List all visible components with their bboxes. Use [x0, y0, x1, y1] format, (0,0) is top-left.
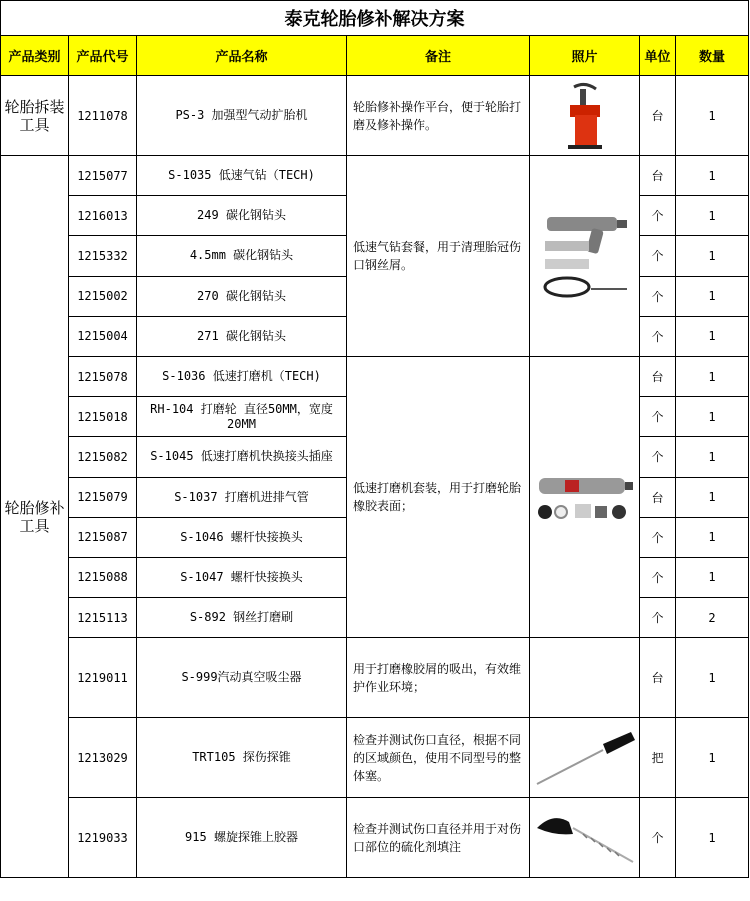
- unit-cell: 个: [640, 316, 676, 356]
- code-cell: 1215113: [69, 598, 137, 638]
- table-title: 泰克轮胎修补解决方案: [1, 1, 749, 36]
- unit-cell: 个: [640, 437, 676, 477]
- code-cell: 1215087: [69, 517, 137, 557]
- code-cell: 1215018: [69, 397, 137, 437]
- unit-cell: 个: [640, 517, 676, 557]
- code-cell: 1219033: [69, 798, 137, 878]
- name-cell: RH-104 打磨轮 直径50MM，宽度20MM: [137, 397, 347, 437]
- header-qty: 数量: [676, 36, 749, 76]
- spiral-probe-icon: [533, 806, 637, 870]
- category-cell: 轮胎拆装工具: [1, 76, 69, 156]
- note-cell: 用于打磨橡胶屑的吸出，有效维护作业环境；: [347, 638, 530, 718]
- qty-cell: 1: [676, 397, 749, 437]
- qty-cell: 1: [676, 557, 749, 597]
- note-cell: 低速打磨机套装，用于打磨轮胎橡胶表面；: [347, 356, 530, 637]
- unit-cell: 个: [640, 196, 676, 236]
- probe-awl-icon: [533, 726, 637, 790]
- code-cell: 1215004: [69, 316, 137, 356]
- code-cell: 1213029: [69, 718, 137, 798]
- unit-cell: 台: [640, 356, 676, 396]
- grinder-kit-icon: [535, 466, 635, 528]
- name-cell: S-892 钢丝打磨刷: [137, 598, 347, 638]
- unit-cell: 把: [640, 718, 676, 798]
- unit-cell: 个: [640, 598, 676, 638]
- header-code: 产品代号: [69, 36, 137, 76]
- qty-cell: 1: [676, 517, 749, 557]
- qty-cell: 1: [676, 356, 749, 396]
- unit-cell: 个: [640, 397, 676, 437]
- qty-cell: 1: [676, 437, 749, 477]
- name-cell: S-1036 低速打磨机（TECH): [137, 356, 347, 396]
- code-cell: 1215082: [69, 437, 137, 477]
- qty-cell: 1: [676, 316, 749, 356]
- qty-cell: 1: [676, 798, 749, 878]
- header-row: [1, 36, 749, 76]
- name-cell: TRT105 探伤探锥: [137, 718, 347, 798]
- header-note: 备注: [347, 36, 530, 76]
- qty-cell: 1: [676, 477, 749, 517]
- unit-cell: 个: [640, 236, 676, 276]
- unit-cell: 个: [640, 276, 676, 316]
- unit-cell: 台: [640, 156, 676, 196]
- tire-spreader-icon: [560, 81, 610, 151]
- code-cell: 1215002: [69, 276, 137, 316]
- qty-cell: 1: [676, 276, 749, 316]
- code-cell: 1215088: [69, 557, 137, 597]
- table-row: [1, 718, 749, 798]
- photo-cell: [530, 638, 640, 718]
- table-row: [1, 356, 749, 396]
- unit-cell: 个: [640, 557, 676, 597]
- qty-cell: 2: [676, 598, 749, 638]
- unit-cell: 台: [640, 638, 676, 718]
- unit-cell: 个: [640, 798, 676, 878]
- table-row: [1, 798, 749, 878]
- note-cell: 检查并测试伤口直径并用于对伤口部位的硫化剂填注: [347, 798, 530, 878]
- code-cell: 1215079: [69, 477, 137, 517]
- qty-cell: 1: [676, 638, 749, 718]
- category-cell: 轮胎修补工具: [1, 156, 69, 878]
- table-row: [1, 156, 749, 196]
- name-cell: S-1046 螺杆快接换头: [137, 517, 347, 557]
- name-cell: S-1037 打磨机进排气管: [137, 477, 347, 517]
- note-cell: 轮胎修补操作平台，便于轮胎打磨及修补操作。: [347, 76, 530, 156]
- name-cell: 270 碳化钢钻头: [137, 276, 347, 316]
- note-cell: 低速气钻套餐，用于清理胎冠伤口钢丝屑。: [347, 156, 530, 357]
- qty-cell: 1: [676, 156, 749, 196]
- note-cell: 检查并测试伤口直径，根据不同的区域颜色，使用不同型号的整体塞。: [347, 718, 530, 798]
- photo-cell: [530, 718, 640, 798]
- qty-cell: 1: [676, 718, 749, 798]
- photo-cell: [530, 798, 640, 878]
- air-drill-kit-icon: [539, 211, 631, 301]
- code-cell: 1216013: [69, 196, 137, 236]
- header-photo: 照片: [530, 36, 640, 76]
- name-cell: 271 碳化钢钻头: [137, 316, 347, 356]
- qty-cell: 1: [676, 196, 749, 236]
- code-cell: 1215332: [69, 236, 137, 276]
- photo-cell: [530, 156, 640, 357]
- name-cell: 915 螺旋探锥上胶器: [137, 798, 347, 878]
- name-cell: S-1035 低速气钻（TECH): [137, 156, 347, 196]
- code-cell: 1211078: [69, 76, 137, 156]
- name-cell: PS-3 加强型气动扩胎机: [137, 76, 347, 156]
- name-cell: S-999汽动真空吸尘器: [137, 638, 347, 718]
- table-row: [1, 638, 749, 718]
- photo-cell: [530, 76, 640, 156]
- code-cell: 1215078: [69, 356, 137, 396]
- name-cell: S-1045 低速打磨机快换接头插座: [137, 437, 347, 477]
- unit-cell: 台: [640, 477, 676, 517]
- header-name: 产品名称: [137, 36, 347, 76]
- qty-cell: 1: [676, 236, 749, 276]
- photo-cell: [530, 356, 640, 637]
- header-unit: 单位: [640, 36, 676, 76]
- qty-cell: 1: [676, 76, 749, 156]
- header-category: 产品类别: [1, 36, 69, 76]
- name-cell: S-1047 螺杆快接换头: [137, 557, 347, 597]
- name-cell: 249 碳化钢钻头: [137, 196, 347, 236]
- unit-cell: 台: [640, 76, 676, 156]
- code-cell: 1215077: [69, 156, 137, 196]
- code-cell: 1219011: [69, 638, 137, 718]
- name-cell: 4.5mm 碳化钢钻头: [137, 236, 347, 276]
- table-row: [1, 76, 749, 156]
